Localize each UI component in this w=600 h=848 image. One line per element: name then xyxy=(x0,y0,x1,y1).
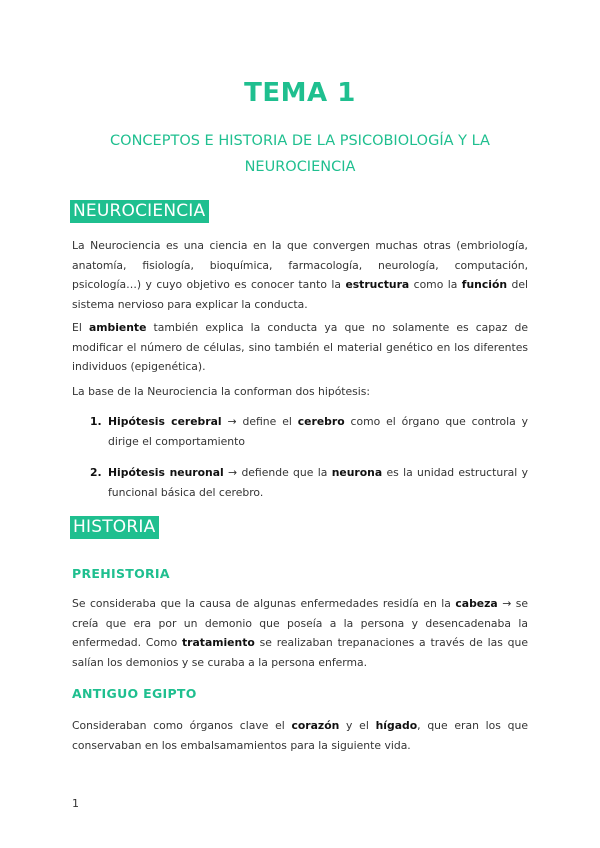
list-item: 1. Hipótesis cerebral → define el cerebro como el órgano que controla y dirige el comportamiento xyxy=(90,415,529,448)
page-number: 1 xyxy=(72,797,79,810)
section-heading-historia: HISTORIA xyxy=(70,516,159,539)
page-title: TEMA 1 xyxy=(244,78,356,108)
paragraph-ambiente: El ambiente también explica la conducta ya que no solamente es capaz de modificar el número de células, sino también el material genético en los diferentes individuos (epigenética). xyxy=(72,321,528,373)
list-item: 2. Hipótesis neuronal → defiende que la neurona es la unidad estructural y funcional básica del cerebro. xyxy=(90,466,528,499)
paragraph-antiguo-egipto: Consideraban como órganos clave el corazón y el hígado, que eran los que conservaban en los embalsamamientos para la siguiente vida. xyxy=(72,719,528,752)
paragraph-hipotesis-intro: La base de la Neurociencia la conforman dos hipótesis: xyxy=(72,385,371,398)
subheading-prehistoria: PREHISTORIA xyxy=(72,566,170,581)
section-heading-neurociencia: NEUROCIENCIA xyxy=(70,200,209,223)
paragraph-prehistoria: Se consideraba que la causa de algunas enfermedades residía en la cabeza → se creía que era por un demonio que poseía a la persona y desencadenaba la enfermedad. Como tratamiento se realizaban trepanaciones a través de las que salían los demonios y se curaba a la persona enferma. xyxy=(72,597,528,669)
subheading-antiguo-egipto: ANTIGUO EGIPTO xyxy=(72,686,197,701)
paragraph-neurociencia-definition: La Neurociencia es una ciencia en la que convergen muchas otras (embriología, anatomía, fisiología, bioquímica, farmacología, neurología, computación, psicología…) y cuyo objetivo es conocer tanto la estructura como la función del sistema nervioso para explicar la conducta. xyxy=(72,239,528,311)
page-subtitle: CONCEPTOS E HISTORIA DE LA PSICOBIOLOGÍA Y LA NEUROCIENCIA xyxy=(110,133,490,175)
hipotesis-list xyxy=(72,412,528,514)
